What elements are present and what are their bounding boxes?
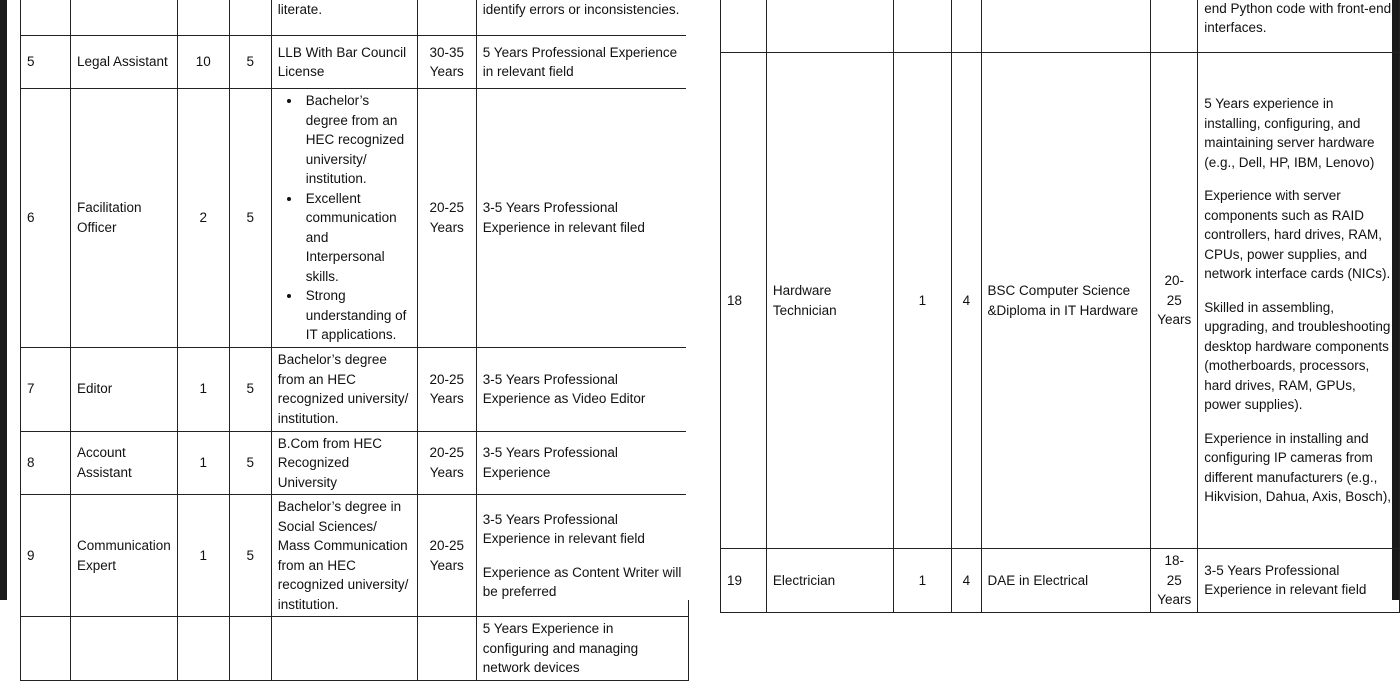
bps-cell: 5	[229, 495, 271, 617]
serial-number-cell: 7	[21, 347, 71, 431]
age-limit-cell: 20-25 Years	[1151, 53, 1198, 549]
age-limit-cell: 20-25 Years	[417, 89, 476, 348]
qualification-list	[278, 91, 411, 345]
qualification-cell	[271, 89, 417, 348]
right-job-table	[720, 0, 1400, 613]
serial-number-cell: 6	[21, 89, 71, 348]
qualification-cell: LLB With Bar Council License	[271, 36, 417, 89]
experience-paragraph: 5 Years Professional Experience in relevant field	[482, 44, 678, 79]
qualification-item: • Strong understanding of IT applications.	[302, 286, 411, 345]
age-limit-cell: 18-25 Years	[1151, 549, 1198, 613]
experience-paragraph: 3-5 Years Professional Experience in relevant filed	[482, 200, 645, 235]
serial-number-cell: 19	[721, 549, 767, 613]
serial-number-cell	[721, 0, 767, 53]
experience-paragraph: 3-5 Years Professional Experience as Video Editor	[482, 371, 646, 406]
page-edge-left	[0, 0, 7, 600]
serial-number-cell	[21, 617, 71, 681]
age-limit-cell: 20-25 Years	[417, 495, 476, 617]
qualification-cell: B.Com from HEC Recognized University	[271, 431, 417, 495]
post-name-cell: Hardware Technician	[766, 53, 893, 549]
bps-cell: 5	[229, 36, 271, 89]
age-limit-cell: 20-25 Years	[417, 347, 476, 431]
table-row	[721, 0, 1400, 53]
seats-cell	[177, 0, 229, 36]
bps-cell	[229, 617, 271, 681]
table-row	[721, 53, 1400, 549]
age-limit-cell: 20-25 Years	[417, 431, 476, 495]
qualification-cell: BSC Computer Science &Diploma in IT Hardware	[981, 53, 1151, 549]
age-limit-cell	[1151, 0, 1198, 53]
post-name-cell: Facilitation Officer	[71, 89, 178, 348]
seats-cell	[893, 0, 952, 53]
table-row	[21, 495, 689, 617]
seats-cell: 1	[893, 53, 952, 549]
qualification-cell: literate.	[271, 0, 417, 36]
table-row	[21, 89, 689, 348]
qualification-cell: DAE in Electrical	[981, 549, 1151, 613]
post-name-cell	[766, 0, 893, 53]
experience-cell	[476, 617, 688, 681]
bps-cell: 5	[229, 89, 271, 348]
experience-cell	[1198, 53, 1400, 549]
serial-number-cell: 8	[21, 431, 71, 495]
serial-number-cell: 18	[721, 53, 767, 549]
post-name-cell: Legal Assistant	[71, 36, 178, 89]
serial-number-cell: 5	[21, 36, 71, 89]
age-limit-cell	[417, 0, 476, 36]
table-row	[21, 36, 689, 89]
qualification-cell: Bachelor’s degree from an HEC recognized university/ institution.	[271, 347, 417, 431]
qualification-cell	[271, 617, 417, 681]
experience-paragraph: 3-5 Years Professional Experience in relevant field	[482, 511, 645, 546]
seats-cell: 10	[177, 36, 229, 89]
age-limit-cell	[417, 617, 476, 681]
left-job-table	[20, 0, 689, 681]
experience-cell	[476, 89, 688, 348]
table-row	[21, 617, 689, 681]
experience-paragraph: identify errors or inconsistencies.	[482, 1, 680, 17]
bps-cell	[952, 0, 981, 53]
bps-cell: 4	[952, 53, 981, 549]
experience-paragraph: Experience with server components such as RAID controllers, hard drives, RAM, CPUs, power supplies, and network interface cards (NICs).	[1204, 188, 1391, 282]
table-row	[721, 549, 1400, 613]
age-limit-cell: 30-35 Years	[417, 36, 476, 89]
experience-paragraph: Skilled in assembling, upgrading, and troubleshooting desktop hardware components (motherboards, processors, hard drives, RAM, GPUs, power supplies).	[1204, 299, 1391, 413]
experience-cell	[1198, 0, 1400, 53]
qualification-cell	[981, 0, 1151, 53]
experience-cell	[476, 0, 688, 36]
table-row	[21, 0, 689, 36]
seats-cell: 2	[177, 89, 229, 348]
bps-cell	[229, 0, 271, 36]
experience-paragraph: Experience as Content Writer will be preferred	[482, 564, 682, 599]
serial-number-cell: 9	[21, 495, 71, 617]
post-name-cell: Editor	[71, 347, 178, 431]
post-name-cell	[71, 617, 178, 681]
seats-cell	[177, 617, 229, 681]
serial-number-cell	[21, 0, 71, 36]
table-row	[21, 347, 689, 431]
experience-paragraph: 5 Years Experience in configuring and managing network devices	[482, 621, 639, 675]
post-name-cell: Electrician	[766, 549, 893, 613]
experience-cell	[476, 431, 688, 495]
post-name-cell: Account Assistant	[71, 431, 178, 495]
seats-cell: 1	[177, 431, 229, 495]
bps-cell: 5	[229, 347, 271, 431]
seats-cell: 1	[893, 549, 952, 613]
table-row	[21, 431, 689, 495]
qualification-cell: Bachelor’s degree in Social Sciences/ Mass Communication from an HEC recognized university/ institution.	[271, 495, 417, 617]
experience-cell	[476, 36, 688, 89]
qualification-item: • Excellent communication and Interpersonal skills.	[302, 189, 411, 287]
experience-cell	[476, 347, 688, 431]
column-gutter	[686, 0, 720, 600]
experience-paragraph: 5 Years experience in installing, configuring, and maintaining server hardware (e.g., Dell, HP, IBM, Lenovo)	[1204, 96, 1375, 170]
seats-cell: 1	[177, 347, 229, 431]
experience-paragraph: 3-5 Years Professional Experience	[482, 445, 618, 480]
bps-cell: 4	[952, 549, 981, 613]
experience-cell	[476, 495, 688, 617]
experience-paragraph: Experience in installing and configuring IP cameras from different manufacturers (e.g., Hikvision, Dahua, Axis, Bosch),	[1204, 430, 1392, 505]
post-name-cell	[71, 0, 178, 36]
experience-paragraph: end Python code with front-end interfaces.	[1204, 0, 1392, 35]
seats-cell: 1	[177, 495, 229, 617]
bps-cell: 5	[229, 431, 271, 495]
experience-paragraph: 3-5 Years Professional Experience in relevant field	[1204, 562, 1367, 598]
qualification-item: • Bachelor’s degree from an HEC recognized university/ institution.	[302, 91, 411, 189]
post-name-cell: Communication Expert	[71, 495, 178, 617]
experience-cell	[1198, 549, 1400, 613]
